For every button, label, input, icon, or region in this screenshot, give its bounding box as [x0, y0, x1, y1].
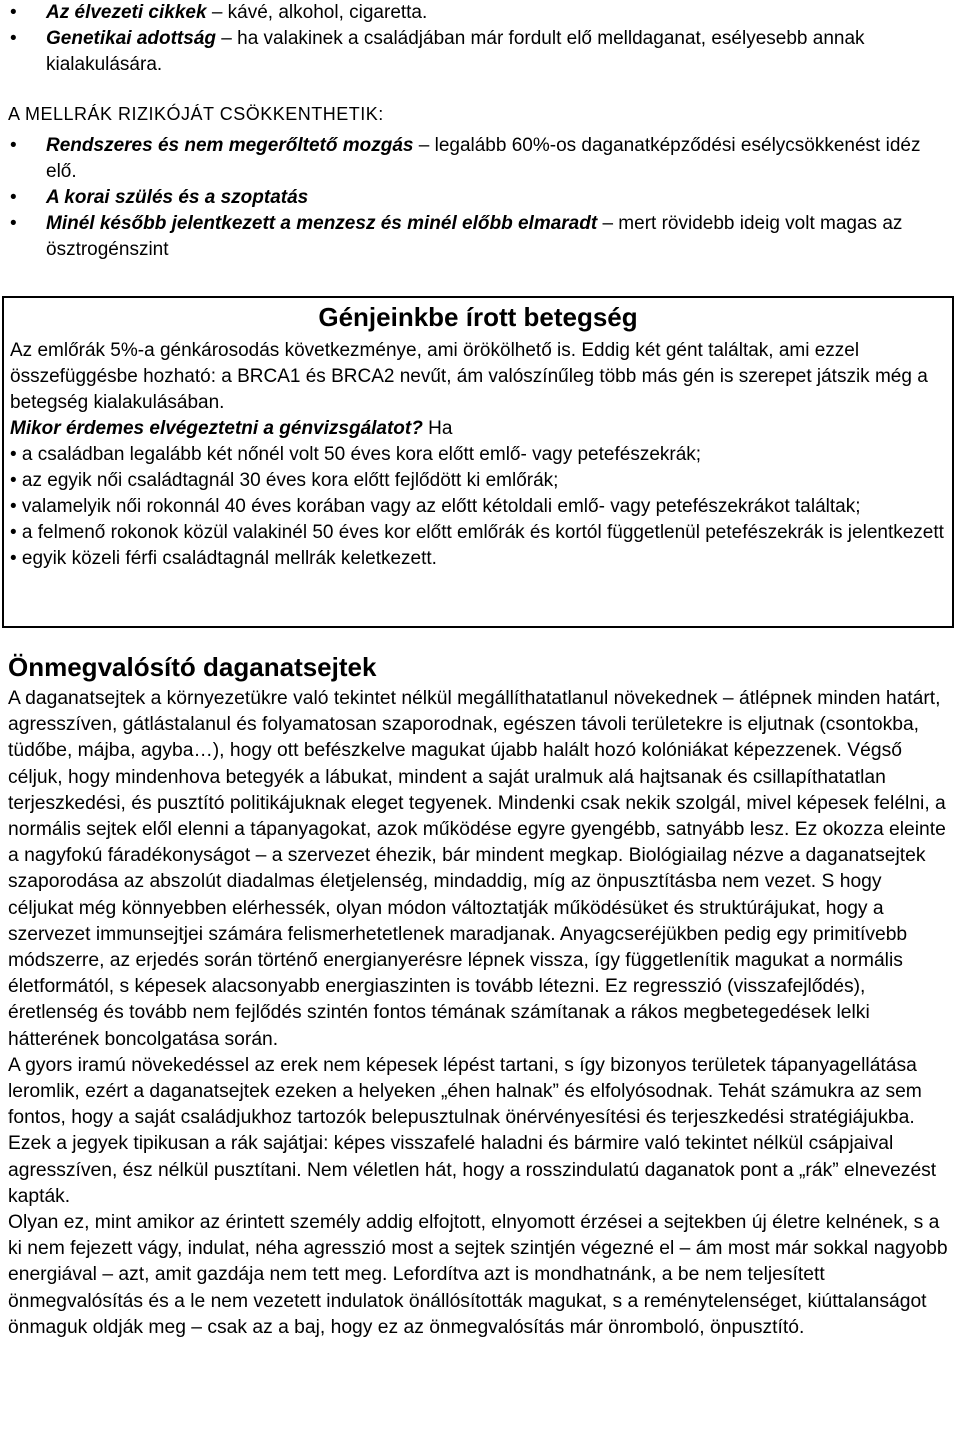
section-title: Önmegvalósító daganatsejtek	[8, 652, 377, 682]
box-body	[10, 338, 946, 572]
item-text: – legalább 60%-os daganatképződési esélycsökkenést idéz elő.	[46, 135, 921, 182]
criteria-list	[10, 442, 946, 572]
list-item: • egyik közeli férfi családtagnál mellrák keletkezett.	[10, 548, 437, 569]
item-bold: Rendszeres és nem megerőltető mozgás	[46, 135, 414, 156]
section-body	[8, 686, 952, 1341]
question-text: Ha	[422, 418, 453, 439]
list-item: • a felmenő rokonok közül valakinél 50 éves kor előtt emlőrák és kortól függetlenül petefészekrák is jelentkezett	[10, 522, 944, 543]
list-item	[0, 211, 960, 263]
box-intro: Az emlőrák 5%-a génkárosodás következménye, ami örökölhető is. Eddig két gént találtak, ami ezzel összefüggésbe hozható: a BRCA1 és BRCA2 nevűt, ám valószínűleg több más gén is szerepet játszik még a betegség kialakulásában.	[10, 340, 928, 413]
box-question	[10, 416, 946, 442]
paragraph: A daganatsejtek a környezetükre való tekintet nélkül megállíthatatlanul növekednek – átlépnek minden határt, agresszíven, gátlástalanul és folyamatosan szaporodnak, egészen távoli területekre is eljutnak (csontokba, tüdőbe, májba, agyba…), hogy ott befészkelve magukat újabb halált hozó kolóniákat képezzenek. Végső céljuk, hogy mindenhova betegyék a lábukat, mindent a saját uralmuk alá hajtsanak és csillapíthatatlan terjeszkedési, és pusztító politikájuknak eleget tegyenek. Mindenki csak nekik szolgál, mivel képesek felélni, a normális sejtek elől elenni a tápanyagokat, azok működése egyre gyengébb, satnyább lesz. Ez okozza eleinte a nagyfokú fáradékonyságot – a szervezet éhezik, bár mindent megkap. Biológiailag nézve a daganatsejtek szaporodása az abszolút diadalmas életjelenség, mindaddig, míg az önpusztításba nem vezet. S hogy céljukat még könnyebben elérhessék, olyan módon változtatják működésüket és struktúrájukat, hogy a szervezet immunsejtjei számára felismerhetetlenek maradjanak. Anyagcseréjükben pedig egy primitívebb módszerre, az erjedés során történő energianyerésre lépnek vissza, így függetlenítik magukat a normális életformától, s képesek alacsonyabb energiaszinten is tovább létezni. Ez regresszió (visszafejlődés), éretlenség és tovább nem fejlődés szintén fontos témának számítanak a rákos megbetegedések lelki hátterének boncolgatása során.	[8, 688, 946, 1050]
item-text: – kávé, alkohol, cigaretta.	[206, 2, 428, 23]
risk-reducer-list	[0, 133, 960, 263]
item-bold: Az élvezeti cikkek	[46, 2, 207, 23]
list-item: • az egyik női családtagnál 30 éves kora előtt fejlődött ki emlőrák;	[10, 470, 559, 491]
item-bold: Genetikai adottság	[46, 28, 216, 49]
list-item: • valamelyik női rokonnál 40 éves korában vagy az előtt kétoldali emlő- vagy petefészekrákot találtak;	[10, 496, 861, 517]
box-title: Génjeinkbe írott betegség	[318, 302, 638, 332]
list-item	[0, 26, 960, 78]
risk-factor-list	[0, 0, 960, 78]
item-bold: A korai szülés és a szoptatás	[46, 187, 309, 208]
list-item	[0, 185, 960, 211]
item-bold: Minél később jelentkezett a menzesz és minél előbb elmaradt	[46, 213, 598, 234]
paragraph: A gyors iramú növekedéssel az erek nem képesek lépést tartani, s így bizonyos területek tápanyagellátása leromlik, ezért a daganatsejtek ezeken a helyeken „éhen halnak” és elfolyósodnak. Tehát számukra az sem fontos, hogy a saját családjukhoz tartozók belepusztulnak önérvényesítési és terjeszkedési stratégiájukba. Ezek a jegyek tipikusan a rák sajátjai: képes visszafelé haladni és bármire való tekintet nélkül csápjaival agresszíven, ész nélkül pusztítani. Nem véletlen hát, hogy a rosszindulatú daganatok pont a „rák” elnevezést kapták.	[8, 1054, 937, 1207]
list-item	[0, 133, 960, 185]
reducers-heading: A MELLRÁK RIZIKÓJÁT CSÖKKENTHETIK:	[8, 104, 384, 124]
item-text: – ha valakinek a családjában már fordult elő melldaganat, esélyesebb annak kialakulására.	[46, 28, 865, 75]
genetic-info-box	[2, 296, 954, 628]
list-item: • a családban legalább két nőnél volt 50 éves kora előtt emlő- vagy petefészekrák;	[10, 444, 702, 465]
paragraph: Olyan ez, mint amikor az érintett személy addig elfojtott, elnyomott érzései a sejtekben új életre kelnének, s a ki nem fejezett vágy, indulat, néha agresszió most a sejtek szintjén végezné el – ám most már sokkal nagyobb energiával – azt, amit gazdája nem tett meg. Lefordítva azt is mondhatnánk, a be nem teljesített önmegvalósítás és a le nem vezetett indulatok önállósították magukat, s a reménytelenséget, kiúttalanságot önmaguk oldják meg – csak az a baj, hogy ez az önmegvalósítás már önromboló, önpusztító.	[8, 1212, 948, 1338]
item-text: – mert rövidebb ideig volt magas az ösztrogénszint	[46, 213, 903, 260]
question-bold: Mikor érdemes elvégeztetni a génvizsgálatot?	[10, 418, 423, 439]
list-item	[0, 0, 960, 26]
